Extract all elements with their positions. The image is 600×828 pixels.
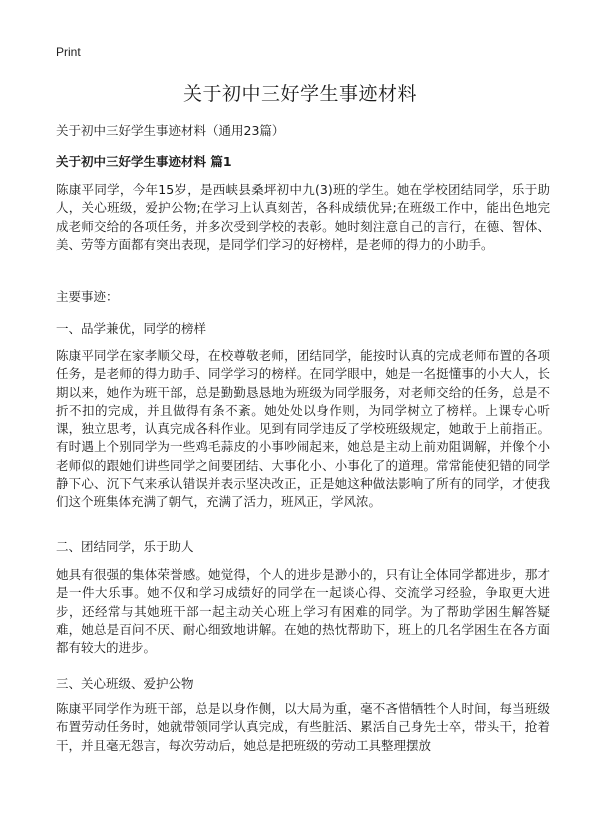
- section1-heading: 一、品学兼优，同学的榜样: [56, 321, 207, 336]
- print-link[interactable]: Print: [56, 45, 81, 59]
- section3-heading: 三、关心班级、爱护公物: [56, 676, 194, 691]
- section1-paragraph: 陈康平同学在家孝顺父母，在校尊敬老师，团结同学，能按时认真的完成老师布置的各项任务，是老师的得力助手、同学学习的榜样。在同学眼中，她是一名挺懂事的小大人，长期以来，她作为班干部，总是勤勤恳恳地为班级为同学服务，对老师交给的任务，总是不折不扣的完成，并且做得有条不紊。她处处以身作则，为同学树立了榜样。上课专心听课，独立思考，认真完成各科作业。见到有同学违反了学校班级规定，她敢于上前指正。有时遇上个别同学为一些鸡毛蒜皮的小事吵闹起来，她总是主动上前劝阻调解，并像个小老师似的跟她们讲些同学之间要团结、大事化小、小事化了的道理。常常能使犯错的同学静下心、沉下气来承认错误并表示坚决改正，正是她这种做法影响了所有的同学，才使我们这个班集体充满了朝气，充满了活力，班风正，学风浓。: [56, 348, 550, 510]
- intro-paragraph: 陈康平同学，今年15岁，是西峡县桑坪初中九(3)班的学生。她在学校团结同学，乐于助人，关心班级，爱护公物;在学习上认真刻苦，各科成绩优异;在班级工作中，能出色地完成老师交给的各项任务，并多次受到学校的表彰。她时刻注意自己的言行，在德、智体、美、劳等方面都有突出表现，是同学们学习的好榜样，是老师的得力的小助手。: [56, 182, 550, 252]
- section3-paragraph: 陈康平同学作为班干部，总是以身作侧，以大局为重，毫不吝惜牺牲个人时间，每当班级布置劳动任务时，她就带领同学认真完成，有些脏活、累活自己身先士卒，带头干，抢着干，并且毫无怨言，每次劳动后，她总是把班级的劳动工具整理摆放: [56, 701, 550, 753]
- section2-paragraph: 她具有很强的集体荣誉感。她觉得，个人的进步是渺小的，只有让全体同学都进步，那才是一件大乐事。她不仅和学习成绩好的同学在一起谈心得、交流学习经验，争取更大进步，还经常与其她班干部一起主动关心班上学习有困难的同学。为了帮助学困生解答疑难，她总是百问不厌、耐心细致地讲解。在她的热忱帮助下，班上的几名学困生在各方面都有较大的进步。: [56, 567, 550, 656]
- subtitle: 关于初中三好学生事迹材料（通用23篇）: [56, 123, 285, 138]
- section2-heading: 二、团结同学，乐于助人: [56, 539, 194, 554]
- main-deeds-heading: 主要事迹：: [56, 289, 119, 304]
- page-title: 关于初中三好学生事迹材料: [182, 83, 417, 105]
- article-heading: 关于初中三好学生事迹材料 篇1: [56, 154, 232, 169]
